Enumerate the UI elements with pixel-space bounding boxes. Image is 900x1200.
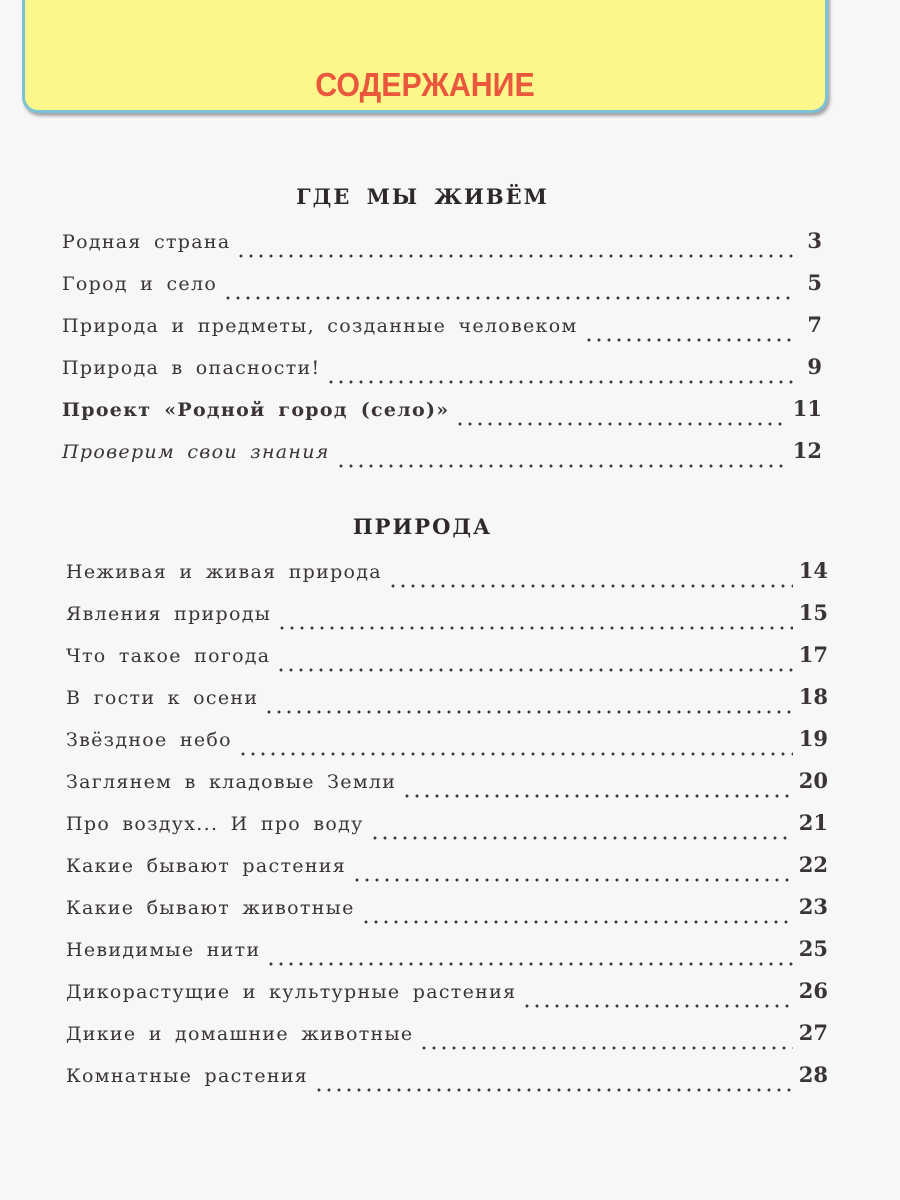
entry-title: Проект «Родной город (село)» — [62, 399, 450, 421]
entry-title: Проверим свои знания — [62, 441, 330, 463]
entry-title: Природа в опасности! — [62, 357, 321, 379]
dot-leader — [336, 464, 787, 468]
entry-title: Дикие и домашние животные — [66, 1023, 414, 1045]
toc-list-1 — [62, 228, 822, 480]
toc-entry[interactable] — [66, 726, 828, 768]
toc-entry[interactable] — [66, 1062, 828, 1104]
entry-page: 20 — [798, 768, 828, 793]
dot-leader — [388, 584, 793, 588]
entry-title: Явления природы — [66, 603, 272, 625]
entry-title: Неживая и живая природа — [66, 561, 382, 583]
dot-leader — [455, 422, 786, 426]
entry-page: 28 — [798, 1062, 828, 1087]
entry-page: 19 — [798, 726, 828, 751]
dot-leader — [361, 920, 793, 924]
toc-entry[interactable] — [66, 600, 828, 642]
dot-leader — [370, 836, 793, 840]
dot-leader — [402, 794, 793, 798]
entry-title: Природа и предметы, созданные человеком — [62, 315, 578, 337]
dot-leader — [522, 1004, 792, 1008]
toc-entry[interactable] — [62, 228, 822, 270]
entry-page: 12 — [792, 438, 822, 463]
dot-leader — [264, 710, 792, 714]
entry-page: 23 — [798, 894, 828, 919]
dot-leader — [277, 626, 793, 630]
entry-page: 18 — [798, 684, 828, 709]
entry-page: 27 — [798, 1020, 828, 1045]
toc-entry[interactable] — [66, 1020, 828, 1062]
entry-title: Родная страна — [62, 231, 231, 253]
dot-leader — [276, 668, 792, 672]
entry-title: Дикорастущие и культурные растения — [66, 981, 517, 1003]
toc-entry[interactable] — [62, 354, 822, 396]
toc-entry[interactable] — [66, 684, 828, 726]
toc-entry[interactable] — [66, 768, 828, 810]
entry-page: 14 — [798, 558, 828, 583]
toc-entry[interactable] — [62, 270, 822, 312]
dot-leader — [236, 254, 794, 258]
entry-title: Невидимые нити — [66, 939, 261, 961]
entry-page: 5 — [807, 270, 822, 295]
entry-title: Какие бывают животные — [66, 897, 355, 919]
title-banner — [22, 0, 828, 113]
section-heading: ГДЕ МЫ ЖИВЁМ — [296, 184, 549, 209]
toc-list-2 — [66, 558, 828, 1104]
entry-title: Заглянем в кладовые Земли — [66, 771, 397, 793]
entry-title: Комнатные растения — [66, 1065, 309, 1087]
toc-entry[interactable] — [62, 312, 822, 354]
toc-entry[interactable] — [62, 438, 822, 480]
toc-entry[interactable] — [66, 558, 828, 600]
dot-leader — [266, 962, 792, 966]
entry-page: 9 — [807, 354, 822, 379]
entry-title: Что такое погода — [66, 645, 271, 667]
entry-title: Про воздух... И про воду — [66, 813, 364, 835]
toc-entry[interactable] — [62, 396, 822, 438]
dot-leader — [419, 1046, 792, 1050]
entry-page: 21 — [798, 810, 828, 835]
entry-page: 22 — [798, 852, 828, 877]
dot-leader — [352, 878, 793, 882]
dot-leader — [584, 338, 794, 342]
toc-entry[interactable] — [66, 936, 828, 978]
entry-title: В гости к осени — [66, 687, 259, 709]
entry-page: 3 — [807, 228, 822, 253]
toc-entry[interactable] — [66, 810, 828, 852]
section-heading: ПРИРОДА — [352, 514, 493, 539]
entry-page: 15 — [798, 600, 828, 625]
dot-leader — [223, 296, 794, 300]
entry-page: 25 — [798, 936, 828, 961]
dot-leader — [314, 1088, 793, 1092]
entry-page: 17 — [798, 642, 828, 667]
entry-title: Какие бывают растения — [66, 855, 347, 877]
entry-page: 7 — [807, 312, 822, 337]
toc-entry[interactable] — [66, 642, 828, 684]
entry-page: 11 — [792, 396, 822, 421]
toc-entry[interactable] — [66, 978, 828, 1020]
dot-leader — [326, 380, 794, 384]
entry-title: Город и село — [62, 273, 218, 295]
page-title: СОДЕРЖАНИЕ — [315, 66, 535, 103]
dot-leader — [238, 752, 793, 756]
toc-entry[interactable] — [66, 894, 828, 936]
entry-page: 26 — [798, 978, 828, 1003]
entry-title: Звёздное небо — [66, 729, 232, 751]
toc-entry[interactable] — [66, 852, 828, 894]
